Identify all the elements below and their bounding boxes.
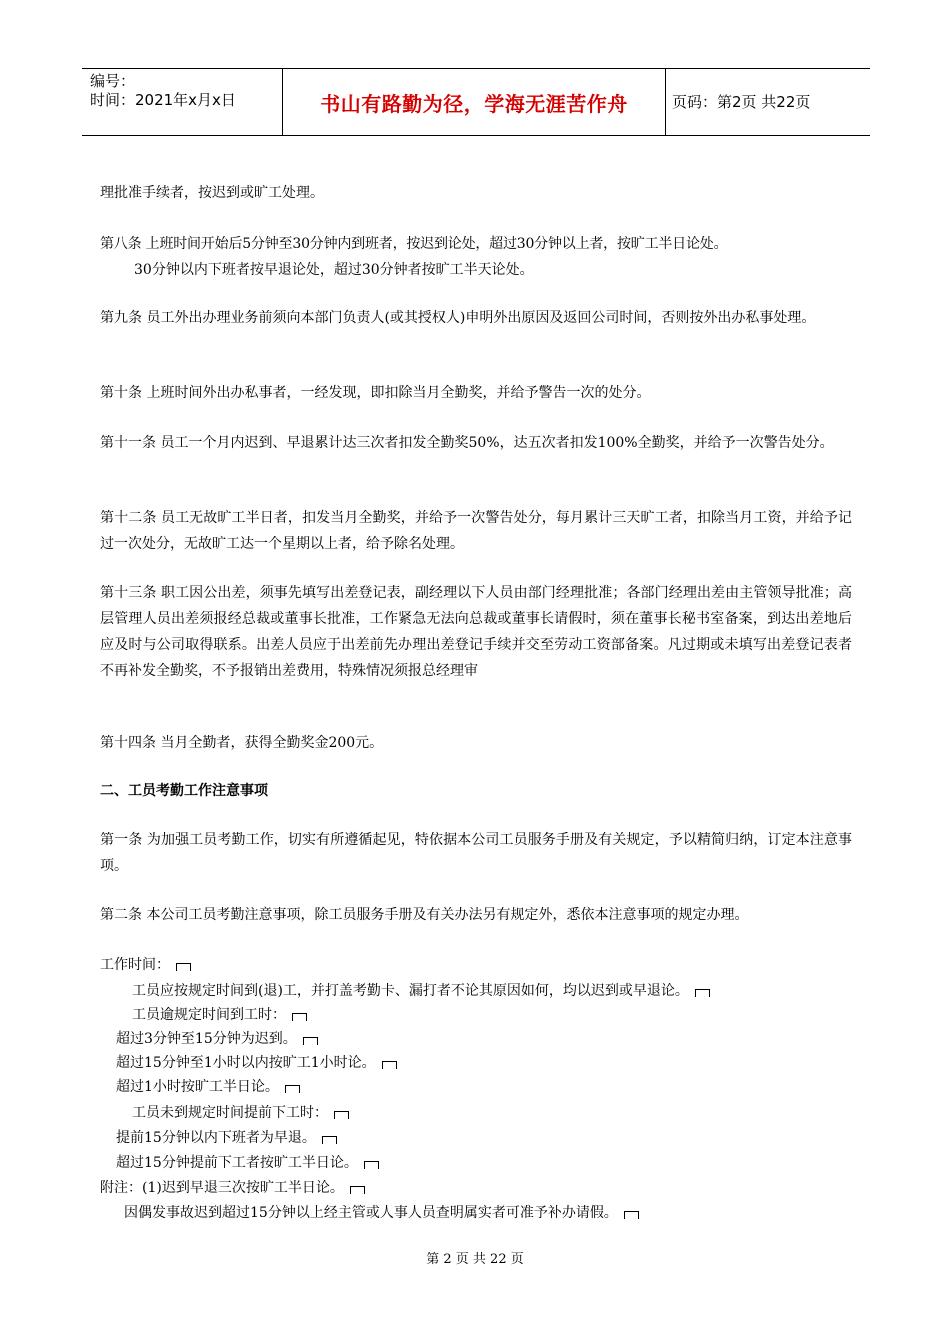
header-page-number: 页码：第2页 共22页 [672,93,811,111]
rule-line: 附注：(1)迟到早退三次按旷工半日论。 [100,1177,365,1199]
page-header [82,68,870,136]
rule-line: 工员应按规定时间到(退)工，并打盖考勤卡、漏打者不论其原因如何，均以迟到或早退论。 [132,980,710,1002]
header-meta [90,72,236,110]
rule-line: 因偶发事故迟到超过15分钟以上经主管或人事人员查明属实者可准予补办请假。 [124,1202,639,1224]
paragraph-mark-icon [350,1186,365,1194]
rule-line: 超过3分钟至15分钟为迟到。 [116,1028,318,1050]
section-heading: 二、工员考勤工作注意事项 [100,783,268,799]
section-article-2: 第二条 本公司工员考勤注意事项，除工员服务手册及有关办法另有规定外，悉依本注意事项的规定办理。 [100,907,749,923]
rule-line: 工员未到规定时间提前下工时： [132,1102,349,1124]
paragraph-mark-icon [303,1037,318,1045]
paragraph-mark-icon [285,1085,300,1093]
rule-line: 超过1小时按旷工半日论。 [116,1076,300,1098]
article-11: 第十一条 员工一个月内迟到、早退累计达三次者扣发全勤奖50%，达五次者扣发100%全勤奖，并给予一次警告处分。 [100,435,834,451]
rule-line: 超过15分钟提前下工者按旷工半日论。 [116,1152,379,1174]
rule-line: 超过15分钟至1小时以内按旷工1小时论。 [116,1052,397,1074]
article-8: 第八条 上班时间开始后5分钟至30分钟内到班者，按迟到论处，超过30分钟以上者，按旷工半日论处。 [100,236,728,252]
article-10: 第十条 上班时间外出办私事者，一经发现，即扣除当月全勤奖，并给予警告一次的处分。 [100,385,651,401]
paragraph: 理批准手续者，按迟到或旷工处理。 [100,185,324,201]
article-12: 第十二条 员工无故旷工半日者，扣发当月全勤奖，并给予一次警告处分，每月累计三天旷工者，扣除当月工资，并给予记过一次处分，无故旷工达一个星期以上者，给予除名处理。 [100,510,852,552]
rule-line: 工员逾规定时间到工时： [132,1004,307,1026]
article-9: 第九条 员工外出办理业务前须向本部门负责人(或其授权人)申明外出原因及返回公司时间，否则按外出办私事处理。 [100,310,816,326]
doc-time: 时间：2021年x月x日 [90,91,236,109]
paragraph-mark-icon [292,1013,307,1021]
rule-line: 工作时间： [100,954,191,976]
paragraph-mark-icon [176,963,191,971]
section-article-1: 第一条 为加强工员考勤工作，切实有所遵循起见，特依据本公司工员服务手册及有关规定，予以精简归纳，订定本注意事项。 [100,832,852,874]
paragraph-mark-icon [624,1211,639,1219]
article-8-continued: 30分钟以内下班者按早退论处，超过30分钟者按旷工半天论处。 [134,262,534,278]
header-motto: 书山有路勤为径，学海无涯苦作舟 [282,69,666,135]
paragraph-mark-icon [334,1111,349,1119]
paragraph-mark-icon [322,1136,337,1144]
paragraph-mark-icon [382,1061,397,1069]
doc-code: 编号： [90,72,136,90]
article-14: 第十四条 当月全勤者，获得全勤奖金200元。 [100,735,384,751]
rule-line: 提前15分钟以内下班者为早退。 [116,1127,337,1149]
article-13: 第十三条 职工因公出差，须事先填写出差登记表，副经理以下人员由部门经理批准；各部门经理出差由主管领导批准；高层管理人员出差须报经总裁或董事长批准，工作紧急无法向总裁或董事长请假时，须在董事长秘书室备案，到达出差地后应及时与公司取得联系。出差人员应于出差前先办理出差登记手续并交至劳动工资部备案。凡过期或未填写出差登记表者不再补发全勤奖，不予报销出差费用，特殊情况须报总经理审 [100,585,852,679]
page-footer: 第 2 页 共 22 页 [426,1252,524,1267]
paragraph-mark-icon [695,989,710,997]
paragraph-mark-icon [364,1161,379,1169]
